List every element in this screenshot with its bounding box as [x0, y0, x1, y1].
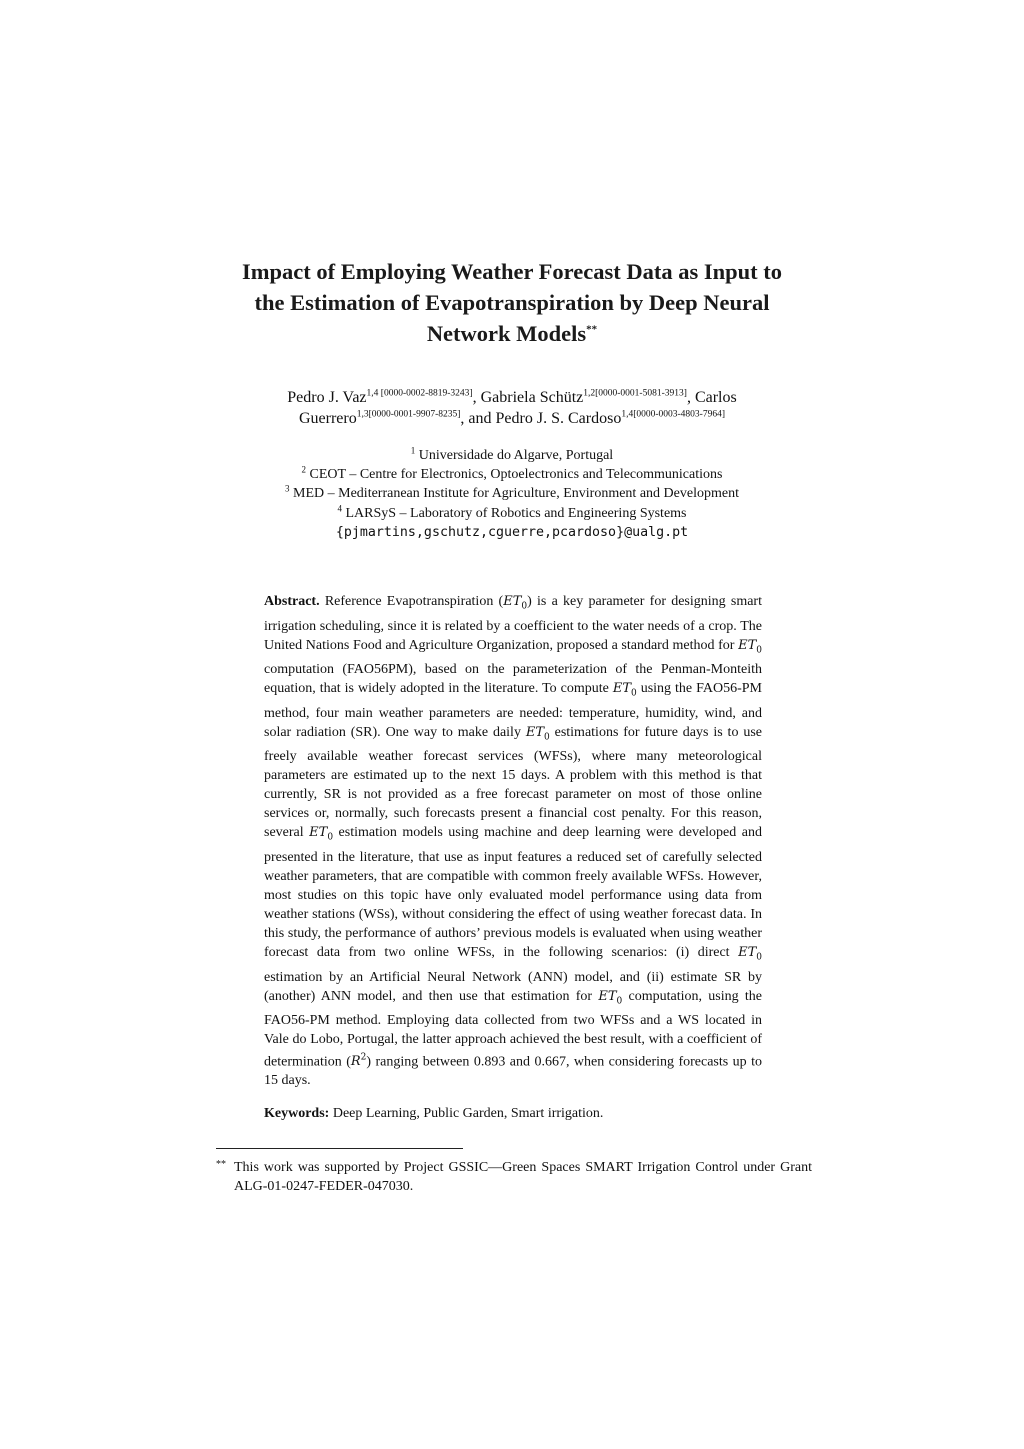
affiliation-text: MED – Mediterranean Institute for Agriculture, Environment and Development	[293, 486, 739, 502]
affiliation-item	[200, 484, 824, 503]
affiliation-number: 2	[301, 464, 307, 475]
affiliation-number: 3	[285, 483, 290, 494]
affiliation-item	[200, 465, 824, 484]
math-symbol: ET	[525, 724, 544, 740]
author-name: Gabriela Schütz	[480, 389, 584, 406]
affiliation-number: 1	[410, 445, 416, 456]
footnote-divider	[216, 1148, 463, 1149]
author-separator: , and	[460, 410, 496, 427]
math-subscript: 0	[631, 688, 637, 699]
keywords-label: Keywords:	[264, 1106, 330, 1121]
abstract-text: estimations for future days is to use freely available weather forecast services (WFSs), where many meteorological parameters are estimated up to the next 15 days. A problem with this method is that currently, SR is not provided as a free forecast parameter on most of those online services or, normally, such forecasts present a financial cost penalty. For this reason, several	[264, 724, 762, 841]
math-et0	[503, 594, 528, 612]
affiliation-list	[200, 446, 824, 542]
abstract-text: ) is a key parameter for designing smart irrigation scheduling, since it is related by a coefficient to the water needs of a crop. The United Nations Food and Agriculture Organization, proposed a standard method for	[264, 594, 762, 653]
affiliation-text: CEOT – Centre for Electronics, Optoelectronics and Telecommunications	[309, 467, 723, 483]
footnote-text: This work was supported by Project GSSIC—Green Spaces SMART Irrigation Control under Grant ALG-01-0247-FEDER-047030.	[234, 1160, 812, 1194]
title-footnote-mark: **	[586, 323, 598, 336]
author-orcid: 1,4[0000-0003-4803-7964]	[621, 409, 726, 420]
math-subscript: 0	[616, 996, 623, 1007]
author-line-1	[200, 387, 824, 408]
math-et0	[309, 825, 334, 843]
abstract-text: computation, using the FAO56-PM method. Employing data collected from two WFSs and a WS located in Vale do Lobo, Portugal, the latter approach achieved the best result, with a coefficient of determination (	[264, 988, 762, 1070]
math-et0	[738, 944, 762, 963]
abstract-label: Abstract.	[264, 594, 320, 609]
author-separator: ,	[686, 389, 695, 406]
author-orcid: 1,4 [0000-0002-8819-3243]	[366, 388, 473, 399]
affiliation-item	[200, 446, 824, 465]
footnote-mark: **	[216, 1159, 226, 1170]
math-et0	[612, 681, 637, 699]
math-symbol: ET	[738, 944, 757, 960]
abstract-text: Reference Evapotranspiration (	[319, 594, 504, 609]
affiliation-text: LARSyS – Laboratory of Robotics and Engineering Systems	[345, 505, 687, 521]
author-separator: ,	[472, 389, 481, 406]
author-email: {pjmartins,gschutz,cguerre,pcardoso}@ualg.pt	[335, 524, 689, 540]
author-orcid: 1,3[0000-0001-9907-8235]	[356, 409, 461, 420]
author-name-last: Guerrero	[298, 410, 357, 427]
math-symbol: ET	[738, 637, 757, 653]
math-subscript: 0	[544, 732, 550, 743]
keywords	[264, 1104, 762, 1123]
author-line-2	[200, 408, 824, 429]
math-et0	[598, 988, 623, 1007]
footnote	[216, 1158, 812, 1196]
title-line-2: the Estimation of Evapotranspiration by Deep Neural	[254, 290, 770, 315]
affiliation-number: 4	[337, 502, 342, 513]
author-list	[200, 387, 824, 429]
math-subscript: 0	[327, 832, 334, 843]
author-orcid: 1,2[0000-0001-5081-3913]	[583, 388, 687, 399]
affiliation-item	[200, 504, 824, 523]
abstract-text: estimation models using machine and deep learning were developed and presented in the literature, that use as input features a reduced set of carefully selected weather parameters, that are compatible with common freely available WFSs. However, most studies on this topic have only evaluated model performance using data from weather stations (WSs), without considering the effect of using weather forecast data. In this study, the performance of authors’ previous models is evaluated when using weather forecast data from two online WFSs, in the following scenarios: (i) direct	[264, 825, 762, 960]
math-et0	[738, 637, 762, 656]
math-symbol: ET	[598, 988, 617, 1004]
math-symbol: ET	[612, 681, 631, 697]
math-subscript: 0	[521, 601, 528, 612]
paper-title	[200, 256, 824, 349]
author-name-first: Carlos	[694, 389, 737, 406]
author-name: Pedro J. Vaz	[287, 389, 367, 406]
math-et0	[525, 724, 550, 743]
keywords-text: Deep Learning, Public Garden, Smart irrigation.	[329, 1106, 604, 1121]
abstract-text: using the FAO56-PM method, four main weather parameters are needed: temperature, humidity, wind, and solar radiation (SR). One way to make daily	[264, 681, 762, 740]
author-name: Pedro J. S. Cardoso	[495, 410, 622, 427]
math-superscript: 2	[360, 1053, 367, 1064]
abstract-text: estimation by an Artificial Neural Network (ANN) model, and (ii) estimate SR by (another) ANN model, and then use that estimation for	[264, 969, 762, 1004]
title-line-3: Network Models	[426, 321, 587, 346]
math-symbol: ET	[309, 825, 328, 841]
math-r2	[351, 1054, 367, 1069]
abstract	[264, 592, 762, 1090]
affiliation-text: Universidade do Algarve, Portugal	[418, 448, 614, 463]
math-symbol: R	[350, 1054, 361, 1070]
math-subscript: 0	[756, 952, 762, 963]
math-subscript: 0	[756, 645, 762, 656]
abstract-text: computation (FAO56PM), based on the parameterization of the Penman-Monteith equation, that is widely adopted in the literature. To compute	[264, 662, 762, 697]
abstract-text: ) ranging between 0.893 and 0.667, when considering forecasts up to 15 days.	[264, 1054, 762, 1089]
title-line-1: Impact of Employing Weather Forecast Data as Input to	[242, 259, 782, 284]
math-symbol: ET	[503, 594, 522, 609]
